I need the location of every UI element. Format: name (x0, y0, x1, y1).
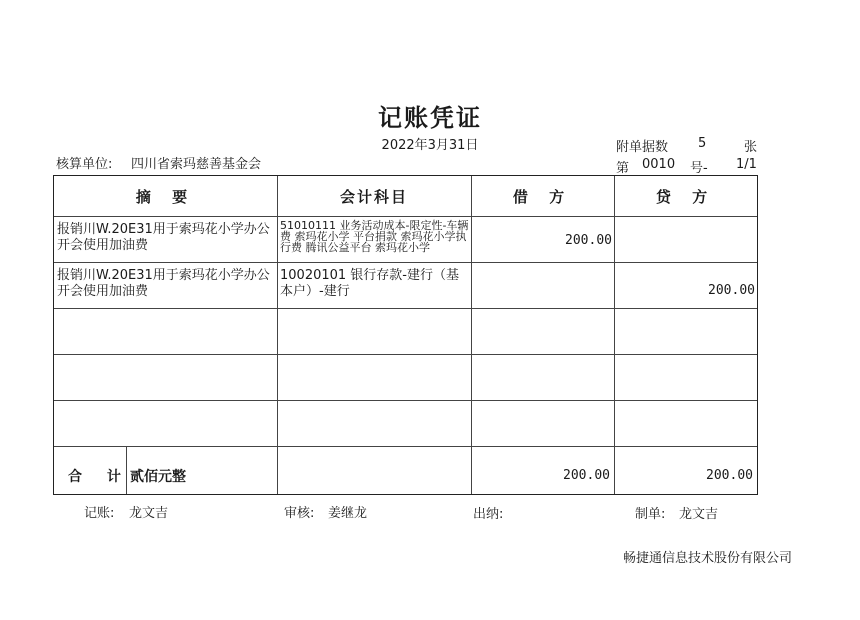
reviewer-name: 姜继龙 (328, 506, 368, 521)
header-account: 会计科目 (339, 187, 408, 206)
voucher-date: 2022年3月31日 (381, 138, 479, 153)
preparer-label: 制单: (635, 507, 666, 522)
total-debit: 200.00 (563, 468, 610, 483)
row1-debit: 200.00 (565, 233, 612, 248)
row-divider (54, 262, 757, 263)
unit-name: 四川省索玛慈善基金会 (131, 157, 262, 172)
row-divider (54, 446, 757, 447)
total-label: 合 计 (68, 469, 131, 485)
row2-credit: 200.00 (708, 283, 755, 298)
attachments-label: 附单据数 (616, 140, 669, 155)
total-credit: 200.00 (706, 468, 753, 483)
voucher-title: 记账凭证 (378, 104, 482, 132)
cashier-label: 出纳: (473, 507, 504, 522)
bookkeeper-label: 记账: (84, 506, 115, 521)
voucher-number: 0010 (642, 157, 676, 172)
reviewer-label: 审核: (284, 506, 315, 521)
bookkeeper-name: 龙文吉 (129, 506, 169, 521)
preparer-name: 龙文吉 (679, 507, 719, 522)
row-divider (54, 308, 757, 309)
number-suffix: 号- (690, 161, 708, 176)
row1-account: 51010111 业务活动成本-限定性-车辆费 索玛花小学 平台捐款 索玛花小学执行费 腾讯公益平台 索玛花小学 (280, 219, 469, 254)
number-prefix: 第 (616, 161, 630, 176)
row-divider (54, 354, 757, 355)
row2-account: 10020101 银行存款-建行（基本户）-建行 (280, 268, 459, 299)
header-summary: 摘 要 (135, 187, 196, 206)
voucher-table (53, 175, 758, 495)
row1-summary: 报销川W.20E31用于索玛花小学办公开会使用加油费 (57, 222, 270, 253)
row2-summary: 报销川W.20E31用于索玛花小学办公开会使用加油费 (57, 268, 270, 299)
unit-label: 核算单位: (56, 157, 113, 172)
total-amount-words: 贰佰元整 (130, 469, 186, 485)
attachments-unit: 张 (744, 140, 758, 155)
page-indicator: 1/1 (736, 157, 757, 172)
row-divider (54, 216, 757, 217)
attachments-count: 5 (698, 136, 707, 151)
header-debit: 借 方 (512, 187, 573, 206)
header-credit: 贷 方 (655, 187, 716, 206)
row-divider (54, 400, 757, 401)
footer-company: 畅捷通信息技术股份有限公司 (622, 551, 792, 566)
